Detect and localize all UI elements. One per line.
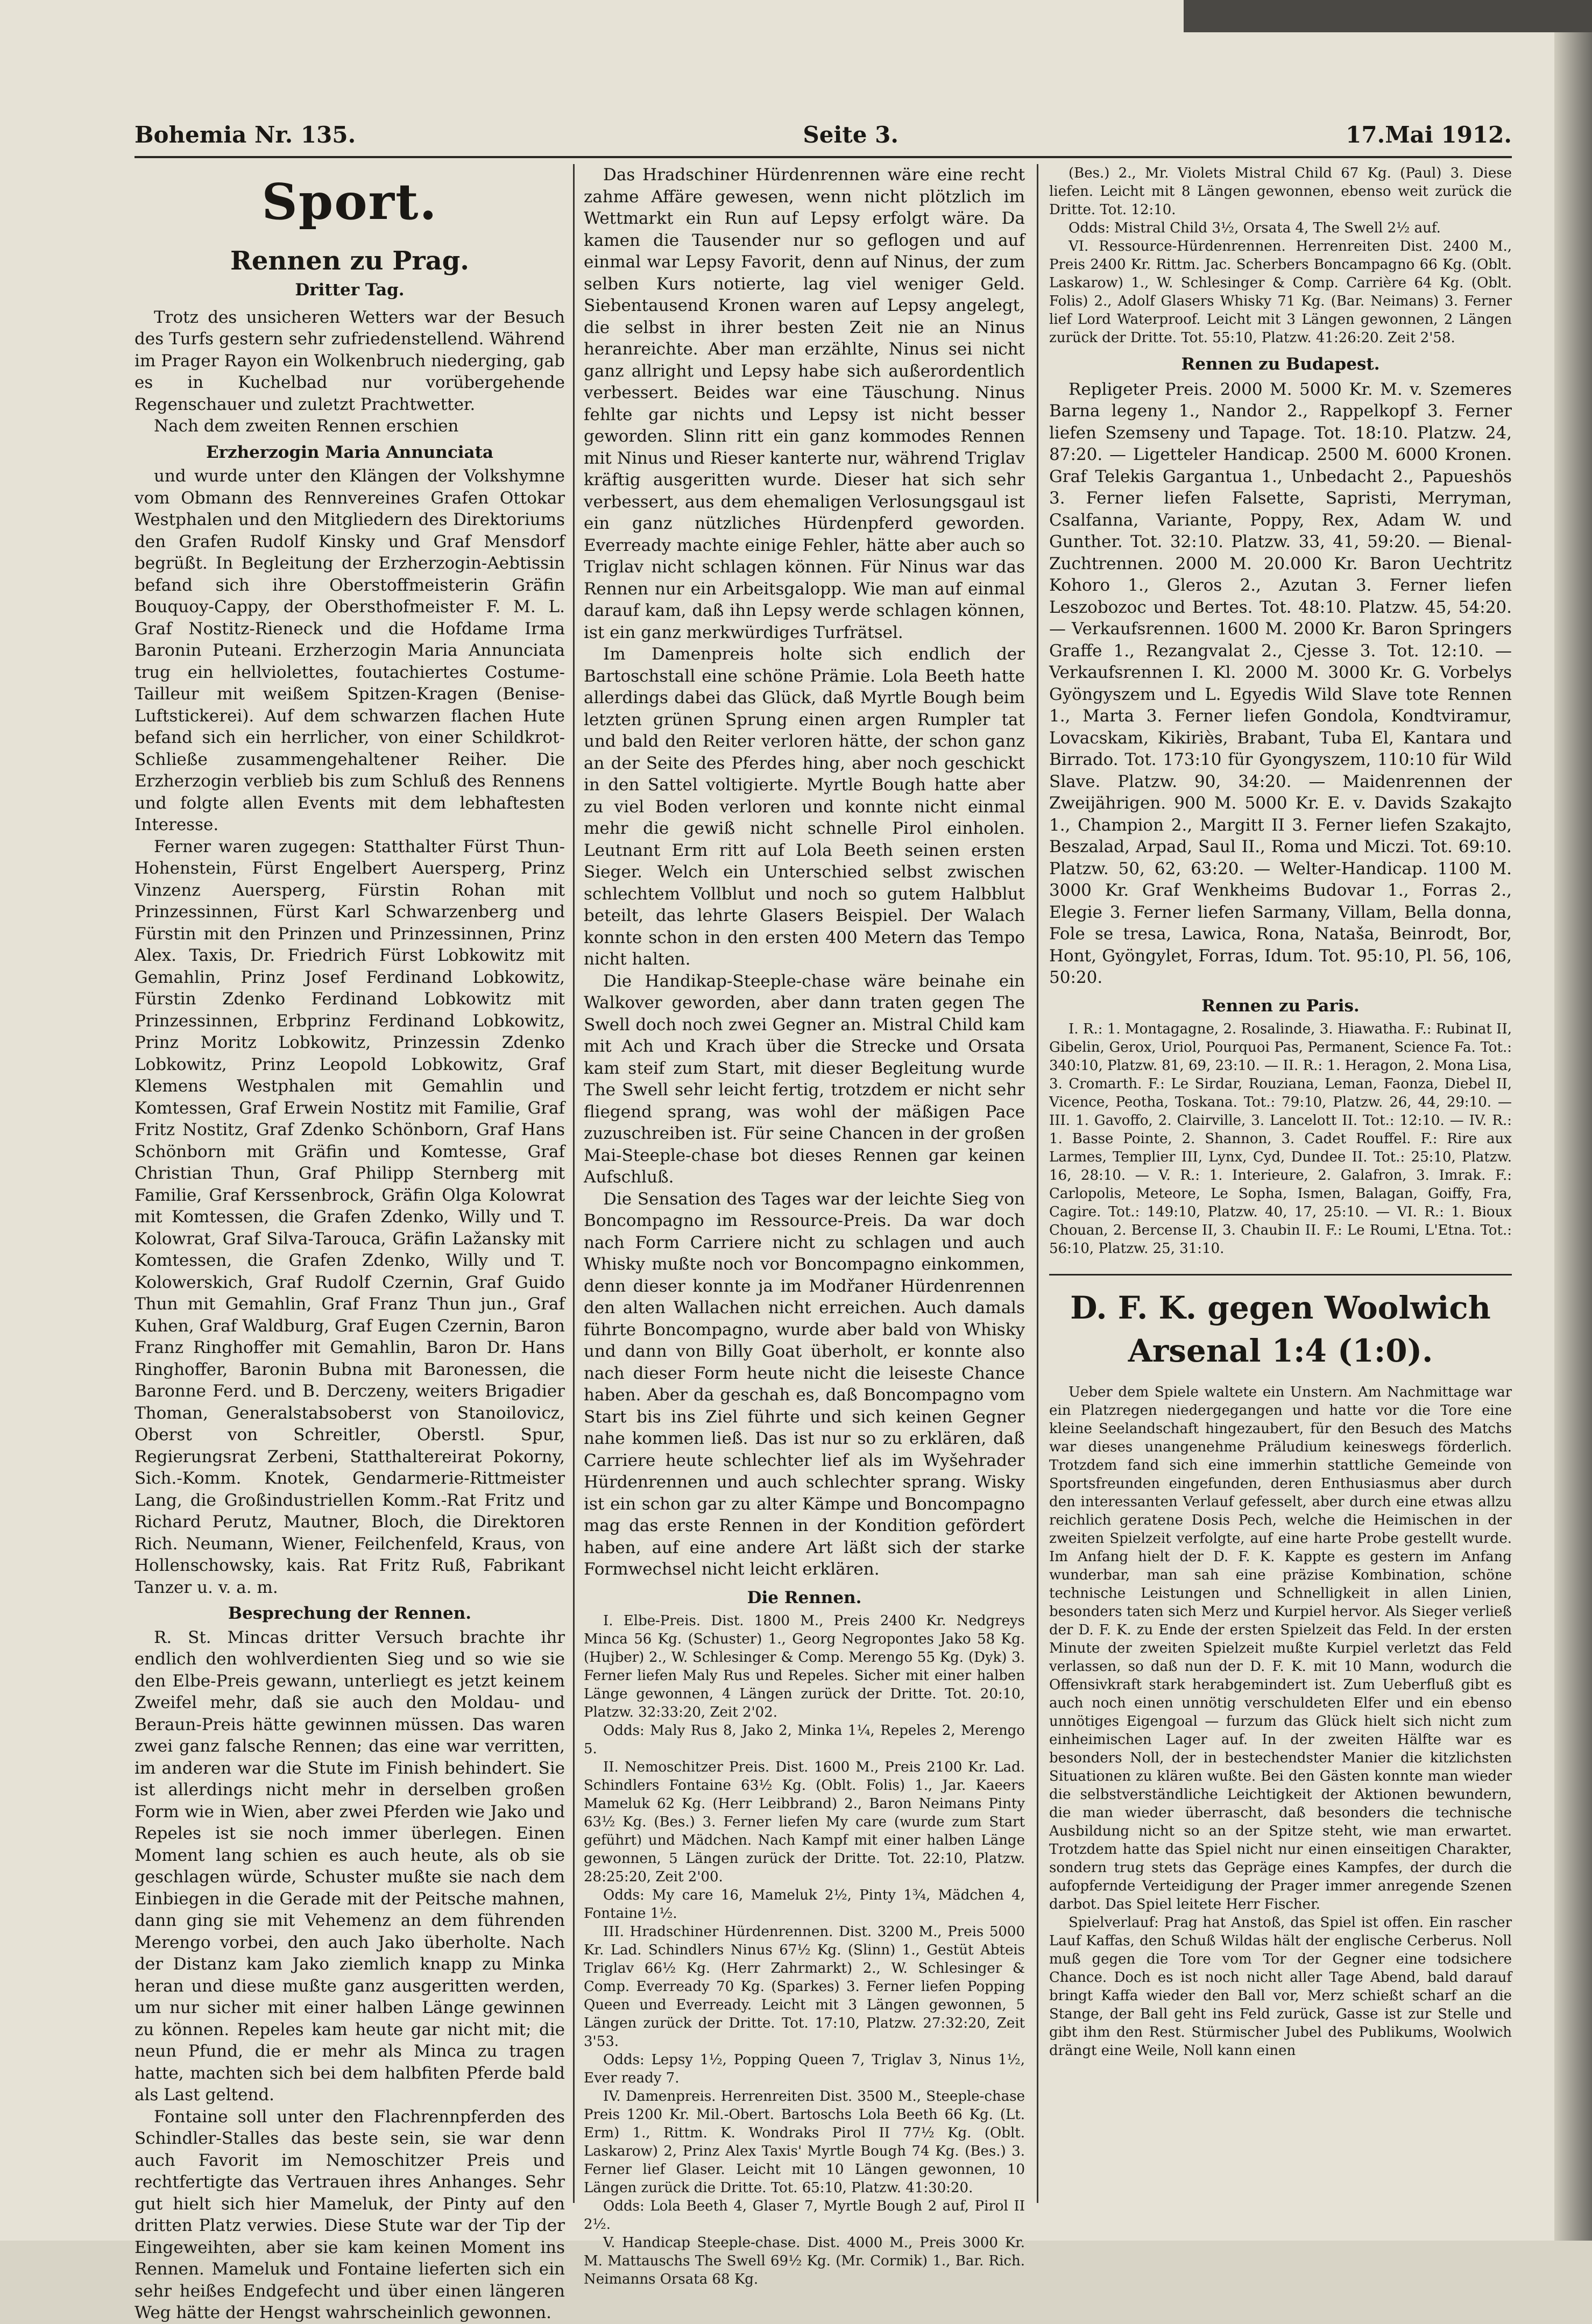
- budapest-heading: Rennen zu Budapest.: [1181, 355, 1380, 374]
- issue-number: Bohemia Nr. 135.: [135, 121, 356, 148]
- column-3: [1049, 164, 1512, 2203]
- scan-border-right: [1554, 32, 1592, 2241]
- paragraph: Die Handikap-Steeple-chase wäre beinahe ein Walkover geworden, aber dann traten gegen The Swell doch noch zwei Gegner an. Mistral Child kam mit Ach und Krach über die Strecke und Orsata kam steif zum Start, mit dieser Begleitung wurde The Swell sehr leicht fertig, trotzdem er nicht sehr fliegend sprang, was wohl der mäßigen Pace zuzuschreiben ist. Für seine Chancen in der großen Mai-Steeple-chase bot dieses Rennen gar keinen Aufschluß.: [584, 971, 1025, 1187]
- article-heading: Rennen zu Prag.: [230, 246, 469, 276]
- issue-date: 17.Mai 1912.: [1346, 121, 1512, 148]
- column-1: [135, 164, 565, 2322]
- paris-results: I. R.: 1. Montagagne, 2. Rosalinde, 3. Hiawatha. F.: Rubinat II, Gibelin, Gerox, Uriol, Pourquoi Pas, Permanent, Science Fa. Tot.: 340:10, Platzw. 81, 69, 23:10. — II. R.: 1. Heragon, 2. Mona Lisa, 3. Cromarth. F.: Le Sirdar, Rouziana, Leman, Faonza, Diebel II, Vicence, Peotha, Toskana. Tot.: 79:10, Platzw. 26, 44, 29:10. — III. 1. Gavoffo, 2. Clairville, 3. Lancelott II. Tot.: 12:10. — IV. R.: 1. Basse Pointe, 2. Shannon, 3. Cadet Rouffel. F.: Rire aux Larmes, Templier III, Lynx, Cyd, Dundee II. Tot.: 25:10, Platzw. 16, 28:10. — V. R.: 1. Interieure, 2. Galafron, 3. Imrak. F.: Carlopolis, Meteore, Le Sopha, Ismen, Balagan, Goiffy, Fra, Cagire. Tot.: 149:10, Platzw. 40, 17, 25:10. — VI. R.: 1. Bioux Chouan, 2. Bercense II, 3. Chaubin II. F.: Le Roumi, L'Etna. Tot.: 56:10, Platzw. 25, 31:10.: [1049, 1021, 1512, 1257]
- race-result: I. Elbe-Preis. Dist. 1800 M., Preis 2400 Kr. Nedgreys Minca 56 Kg. (Schuster) 1., Georg Negropontes Jako 58 Kg. (Hujber) 2., W. Schlesinger & Comp. Merengo 55 Kg. (Dyk) 3. Ferner liefen Maly Rus und Repeles. Sicher mit einer halben Länge gewonnen, 4 Längen zurück der Dritte. Tot. 20:10, Platzw. 32:33:20, Zeit 2'02.: [584, 1613, 1025, 1720]
- paragraph: Die Sensation des Tages war der leichte Sieg von Boncompagno im Ressource-Preis. Da war doch nach Form Carriere nicht zu schlagen und auch Whisky mußte noch vor Boncompagno einkommen, denn dieser konnte ja im Modřaner Hürdenrennen den alten Wallachen nicht erreichen. Auch damals führte Boncompagno, wurde aber bald von Whisky und dann von Billy Goat überholt, er konnte also nach dieser Form heute nicht die leiseste Chance haben. Aber da geschah es, daß Boncompagno vom Start bis ins Ziel führte und sich keinen Gegner nahe kommen ließ. Das ist nur so zu erklären, daß Carriere heute schlechter lief als im Wyšehrader Hürdenrennen und auch schlechter sprang. Wisky ist ein schon gar zu alter Kämpe und Boncompagno mag das erste Rennen in der Kondition gefördert haben, auf eine andere Art läßt sich der starke Formwechsel nicht leicht erklären.: [584, 1189, 1025, 1579]
- paragraph: Das Hradschiner Hürdenrennen wäre eine recht zahme Affäre gewesen, wenn nicht plötzlich im Wettmarkt ein Run auf Lepsy erfolgt wäre. Da kamen die Tausender nur so geflogen und auf einmal war Lepsy Favorit, denn auf Ninus, der zum selben Kurs notierte, lag viel weniger Geld. Siebentausend Kronen waren auf Lepsy angelegt, die selbst in ihrer besten Zeit nie an Ninus heranreichte. Aber man erzählte, Ninus sei nicht ganz allright und Lepsy habe sich außerordentlich verbessert. Beides war eine Täuschung. Ninus fehlte gar nichts und Lepsy ist nicht besser geworden. Slinn ritt ein ganz kommodes Rennen mit Ninus und Rieser kanterte nur, während Triglav kräftig ausgeritten wurde. Dieser hat sich sehr verbessert, aus dem ehemaligen Verlosungsgaul ist ein ganz nützliches Hürdenpferd geworden. Everready machte einige Fehler, hätte aber auch so Triglav nicht schlagen können. Für Ninus war das Rennen nur ein Arbeitsgalopp. Wie man auf einmal darauf kam, daß ihn Lepsy werde schlagen können, ist ein ganz merkwürdiges Turfrätsel.: [584, 165, 1025, 642]
- paris-heading: Rennen zu Paris.: [1201, 996, 1360, 1016]
- page-number: Seite 3.: [803, 121, 898, 148]
- paragraph: Ueber dem Spiele waltete ein Unstern. Am Nachmittage war ein Platzregen niedergegangen und hatte vor die Tore eine kleine Seelandschaft hingezaubert, für den Besuch des Matchs war dieses unangenehme Präludium keineswegs förderlich. Trotzdem fand sich eine immerhin stattliche Gemeinde von Sportsfreunden eingefunden, deren Enthusiasmus aber durch den interessanten Verlauf gefesselt, aber durch eine etwas allzu reichlich geratene Dosis Pech, welche die Heimischen in der zweiten Spielzeit verfolgte, auf eine harte Probe gestellt wurde. Im Anfang hielt der D. F. K. Kappte es gestern im Anfang wunderbar, man sah eine präzise Kombination, schöne technische Leistungen und Schnelligkeit in allen Linien, besonders taten sich Merz und Kurpiel hervor. Als Sieger verließ der D. F. K. zu Ende der ersten Spielzeit das Feld. In der ersten Minute der zweiten Spielzeit mußte Kurpiel verletzt das Feld verlassen, so daß nun der D. F. K. mit 10 Mann, wodurch die Offensivkraft stark herabgemindert ist. Zum Ueberfluß gibt es auch noch einen unnötig verschuldeten Elfer und ein ebenso unnötiges Eigengoal — furzum das Glück hielt sich nicht zum einheimischen Lager auf. In der zweiten Hälfte war es besonders Noll, der in bestechendster Manier die kitzlichsten Situationen zu klären wußte. Bei den Gästen konnte man wieder die selbstverständliche Leichtigkeit der Aktionen bewundern, die man wieder überrascht, daß besonders die technische Ausbildung nicht so an der Spitze steht, wie man erwartet. Trotzdem hatte das Spiel nicht nur einen einseitigen Charakter, sondern trug stets das Gepräge eines Kampfes, der durch die aufopfernde Verteidigung der Prager immer anregende Szenen darbot. Das Spiel leitete Herr Fischer.: [1049, 1384, 1512, 1912]
- paragraph: Ferner waren zugegen: Statthalter Fürst Thun-Hohenstein, Fürst Engelbert Auersperg, Prinz Vinzenz Auersperg, Fürstin Rohan mit Prinzessinnen, Fürst Karl Schwarzenberg und Fürstin mit den Prinzen und Prinzessinnen, Prinz Alex. Taxis, Dr. Friedrich Fürst Lobkowitz mit Gemahlin, Prinz Josef Ferdinand Lobkowitz, Fürstin Zdenko Ferdinand Lobkowitz mit Prinzessinnen, Erbprinz Ferdinand Lobkowitz, Prinz Moritz Lobkowitz, Prinzessin Zdenko Lobkowitz, Prinz Leopold Lobkowitz, Graf Klemens Westphalen mit Gemahlin und Komtessen, Graf Erwein Nostitz mit Familie, Graf Fritz Nostitz, Graf Zdenko Schönborn, Graf Hans Schönborn mit Gräfin und Komtesse, Graf Christian Thun, Graf Philipp Sternberg mit Familie, Graf Kerssenbrock, Gräfin Olga Kolowrat mit Komtessen, die Grafen Zdenko, Willy und T. Kolowrat, Graf Silva-Tarouca, Gräfin Lažansky mit Komtessen, die Grafen Zdenko, Willy und T. Kolowerskich, Graf Rudolf Czernin, Graf Guido Thun mit Gemahlin, Graf Franz Thun jun., Graf Kuhen, Graf Waldburg, Graf Eugen Czernin, Baron Franz Ringhoffer mit Gemahlin, Baron Dr. Hans Ringhoffer, Baronin Bubna mit Baronessen, die Baronne Ferd. und B. Derczeny, weiters Brigadier Thoman, Generalstabsoberst von Stanoilovicz, Oberst von Schreitler, Oberstl. Spur, Regierungsrat Zerbeni, Statthaltereirat Pokorny, Sich.-Komm. Knotek, Gendarmerie-Rittmeister Lang, die Großindustriellen Komm.-Rat Fritz und Richard Perutz, Mautner, Bloch, die Direktoren Rich. Neumann, Wiener, Feilchenfeld, Kraus, von Hollenschowsky, kais. Rat Fritz Ruß, Fabrikant Tanzer u. v. a. m.: [135, 837, 565, 1597]
- paragraph: und wurde unter den Klängen der Volkshymne vom Obmann des Rennvereines Grafen Ottokar Westphalen und den Mitgliedern des Direktoriums den Grafen Rudolf Kinsky und Graf Mensdorf begrüßt. In Begleitung der Erzherzogin-Aebtissin befand sich ihre Oberstoffmeisterin Gräfin Bouquoy-Cappy, der Obersthofmeister F. M. L. Graf Nostitz-Rieneck und die Hofdame Irma Baronin Puteani. Erzherzogin Maria Annunciata trug ein hellviolettes, foutachiertes Costume-Tailleur mit weißem Spitzen-Kragen (Benise-Luftstickerei). Auf dem schwarzen flachen Hute befand sich ein herrlicher, von einer Schildkrot-Schließe zusammengehaltener Reiher. Die Erzherzogin verblieb bis zum Schluß des Rennens und folgte allen Events mit dem lebhaftesten Interesse.: [135, 466, 565, 834]
- paragraph: Fontaine soll unter den Flachrennpferden des Schindler-Stalles das beste sein, sie war denn auch Favorit im Nemoschitzer Preis und rechtfertigte das Vertrauen ihres Anhanges. Sehr gut hielt sich hier Mameluk, der Pinty auf den dritten Platz verwies. Diese Stute war der Tip der Eingeweihten, aber sie kam keinen Moment ins Rennen. Mameluk und Fontaine lieferten sich ein sehr heißes Endgefecht und über einen längeren Weg hätte der Hengst wahrscheinlich gewonnen.: [135, 2107, 565, 2322]
- paragraph: Nach dem zweiten Rennen erschien: [154, 416, 459, 436]
- race-result: II. Nemoschitzer Preis. Dist. 1600 M., Preis 2100 Kr. Lad. Schindlers Fontaine 63½ Kg. (Oblt. Folis) 1., Jar. Kaeers Mameluk 62 Kg. (Herr Leibbrand) 2., Baron Neimans Pinty 63½ Kg. (Bes.) 3. Ferner liefen My care (wurde zum Start geführt) und Mädchen. Nach Kampf mit einer halben Länge gewonnen, 5 Längen zurück der Dritte. Tot. 22:10, Platzw. 28:25:20, Zeit 2'00.: [584, 1759, 1025, 1885]
- page-header: [135, 116, 1512, 153]
- section-title: Sport.: [261, 173, 438, 231]
- race-result: III. Hradschiner Hürdenrennen. Dist. 3200 M., Preis 5000 Kr. Lad. Schindlers Ninus 67½ Kg. (Slinn) 1., Gestüt Abteis Triglav 66½ Kg. (Herr Zahrmarkt) 2., W. Schlesinger & Comp. Everready 70 Kg. (Sparkes) 3. Ferner liefen Popping Queen und Everready. Leicht mit 3 Längen gewonnen, 5 Längen zurück der Dritte. Tot. 17:10, Platzw. 27:32:20, Zeit 3'53.: [584, 1924, 1025, 2050]
- archduchess-heading: Erzherzogin Maria Annunciata: [206, 442, 493, 462]
- column-2: [584, 164, 1025, 2287]
- review-heading: Besprechung der Rennen.: [228, 1604, 472, 1623]
- race-result: (Bes.) 2., Mr. Violets Mistral Child 67 Kg. (Paul) 3. Diese liefen. Leicht mit 8 Längen gewonnen, ebenso weit zurück die Dritte. Tot. 12:10.: [1049, 165, 1512, 218]
- race-odds: Odds: Lepsy 1½, Popping Queen 7, Triglav 3, Ninus 1½, Ever ready 7.: [584, 2052, 1025, 2086]
- paragraph: Trotz des unsicheren Wetters war der Besuch des Turfs gestern sehr zufriedenstellend. Während im Prager Rayon ein Wolkenbruch niederging, gab es in Kuchelbad nur vorübergehende Regenschauer und zuletzt Prachtwetter.: [135, 307, 565, 414]
- article-subheading: Dritter Tag.: [295, 280, 405, 300]
- races-heading: Die Rennen.: [747, 1588, 862, 1607]
- paragraph: Spielverlauf: Prag hat Anstoß, das Spiel ist offen. Ein rascher Lauf Kaffas, den Schuß Wildas hält der englische Cerberus. Noll muß gegen die Tore vom Tor der Gegner eine todsichere Chance. Doch es ist noch nicht aller Tage Abend, bald darauf bringt Kaffa wieder den Ball vor, Merz schießt scharf an die Stange, der Ball geht ins Feld zurück, Gasse ist zur Stelle und gibt ihm den Rest. Stürmischer Jubel des Publikums, Woolwich drängt eine Weile, Noll kann einen: [1049, 1915, 1512, 2059]
- race-odds: Odds: Lola Beeth 4, Glaser 7, Myrtle Bough 2 auf, Pirol II 2½.: [584, 2198, 1025, 2233]
- race-odds: Odds: My care 16, Mameluk 2½, Pinty 1¾, Mädchen 4, Fontaine 1½.: [584, 1887, 1025, 1922]
- race-odds: Odds: Mistral Child 3½, Orsata 4, The Swell 2½ auf.: [1069, 220, 1441, 236]
- race-result: IV. Damenpreis. Herrenreiten Dist. 3500 M., Steeple-chase Preis 1200 Kr. Mil.-Obert. Bartoschs Lola Beeth 66 Kg. (Lt. Erm) 1., Rittm. K. Wondraks Pirol II 77½ Kg. (Oblt. Laskarow) 2, Prinz Alex Taxis' Myrtle Bough 74 Kg. (Bes.) 3. Ferner lief Glaser. Leicht mit 10 Längen gewonnen, 10 Längen zurück die Dritte. Tot. 65:10, Platzw. 41:30:20.: [584, 2088, 1025, 2196]
- race-odds: Odds: Maly Rus 8, Jako 2, Minka 1¼, Repeles 2, Merengo 5.: [584, 1723, 1025, 1757]
- paragraph: R. St. Mincas dritter Versuch brachte ihr endlich den wohlverdienten Sieg und so wie sie den Elbe-Preis gewann, unterliegt es jetzt keinem Zweifel mehr, daß sie auch den Moldau- und Beraun-Preis hätte gewinnen müssen. Das waren zwei ganz falsche Rennen; das eine war verritten, im anderen war die Stute im Finish behindert. Sie ist allerdings nicht mehr in derselben großen Form wie in Wien, aber zwei Pferden wie Jako und Repeles ist sie noch immer überlegen. Einen Moment lang schien es auch heute, als ob sie geschlagen würde, Schuster mußte sie nach dem Einbiegen in die Gerade mit der Peitsche mahnen, dann ging sie mit Vehemenz an dem führenden Merengo vorbei, den auch Jako überholte. Nach der Distanz kam Jako ziemlich knapp zu Minka heran und diese mußte ganz ausgeritten werden, um nur sicher mit einer halben Länge gewinnen zu können. Repeles kam heute gar nicht mit; die neun Pfund, die er mehr als Minca zu tragen hatte, machten sich bei dem halbfiten Pferde bald als Last geltend.: [135, 1627, 565, 2105]
- header-rule: [135, 156, 1512, 158]
- paragraph: Im Damenpreis holte sich endlich der Bartoschstall eine schöne Prämie. Lola Beeth hatte allerdings dabei das Glück, daß Myrtle Bough beim letzten grünen Sprung einen argen Rumpler tat und bald den Reiter verloren hätte, der schon ganz an der Seite des Pferdes hing, aber noch geschickt in den Sattel voltigierte. Myrtle Bough hatte aber zu viel Boden verloren und konnte nicht einmal mehr die gewiß nicht schnelle Pirol einholen. Leutnant Erm ritt auf Lola Beeth seinen ersten Sieger. Welch ein Unterschied selbst zwischen schlechtem Vollblut und noch so gutem Halbblut beteilt, das lehrte Glasers Beispiel. Der Walach konnte schon in den ersten 400 Metern das Tempo nicht halten.: [584, 644, 1025, 969]
- column-divider-2: [1037, 164, 1038, 2203]
- race-result: VI. Ressource-Hürdenrennen. Herrenreiten Dist. 2400 M., Preis 2400 Kr. Rittm. Jac. Scherbers Boncampagno 66 Kg. (Oblt. Laskarow) 1., W. Schlesinger & Comp. Carrière 64 Kg. (Oblt. Folis) 2., Adolf Glasers Whisky 71 Kg. (Bar. Neimans) 3. Ferner lief Lord Waterproof. Leicht mit 3 Längen gewonnen, 2 Längen zurück der Dritte. Tot. 55:10, Platzw. 41:26:20. Zeit 2'58.: [1049, 238, 1512, 346]
- football-article-heading: D. F. K. gegen Woolwich Arsenal 1:4 (1:0).: [1049, 1274, 1512, 1372]
- race-result: V. Handicap Steeple-chase. Dist. 4000 M., Preis 3000 Kr. M. Mattauschs The Swell 69½ Kg. (Mr. Cormik) 1., Bar. Rich. Neimanns Orsata 68 Kg.: [584, 2235, 1025, 2287]
- column-divider-1: [573, 164, 575, 2203]
- scan-border-top: [1184, 0, 1592, 32]
- budapest-results: Repligeter Preis. 2000 M. 5000 Kr. M. v. Szemeres Barna legeny 1., Nandor 2., Rappelkopf 3. Ferner liefen Szemseny und Tapage. Tot. 18:10. Platzw. 24, 87:20. — Ligetteler Handicap. 2500 M. 6000 Kronen. Graf Telekis Gargantua 1., Unbedacht 2., Papueshös 3. Ferner liefen Falsette, Sapristi, Merryman, Csalfanna, Variante, Poppy, Rex, Adam W. und Gunther. Tot. 32:10. Platzw. 33, 41, 59:20. — Bienal-Zuchtrennen. 2000 M. 20.000 Kr. Baron Uechtritz Kohoro 1., Gleros 2., Azutan 3. Ferner liefen Leszobozoc und Bertes. Tot. 48:10. Platzw. 45, 54:20. — Verkaufsrennen. 1600 M. 2000 Kr. Baron Springers Graffe 1., Rezangvalat 2., Cjesse 3. Tot. 12:10. — Verkaufsrennen I. Kl. 2000 M. 3000 Kr. G. Vorbelys Gyöngyszem und L. Egyedis Wild Slave tote Rennen 1., Marta 3. Ferner liefen Gondola, Kondtviramur, Lovacskam, Kikiriès, Brabant, Tuba El, Kantara und Birrado. Tot. 173:10 für Gyongyszem, 110:10 für Wild Slave. Platzw. 90, 34:20. — Maidenrennen der Zweijährigen. 900 M. 5000 Kr. E. v. Davids Szakajto 1., Champion 2., Margitt II 3. Ferner liefen Szakajto, Beszalad, Arpad, Saul II., Roma und Miczi. Tot. 69:10. Platzw. 50, 62, 63:20. — Welter-Handicap. 1100 M. 3000 Kr. Graf Wenkheims Budovar 1., Forras 2., Elegie 3. Ferner liefen Sarmany, Villam, Bella donna, Fole se tresa, Lawica, Rona, Nataša, Beinrodt, Bor, Hont, Gyöngylet, Forras, Idum. Tot. 95:10, Pl. 56, 106, 50:20.: [1049, 379, 1512, 987]
